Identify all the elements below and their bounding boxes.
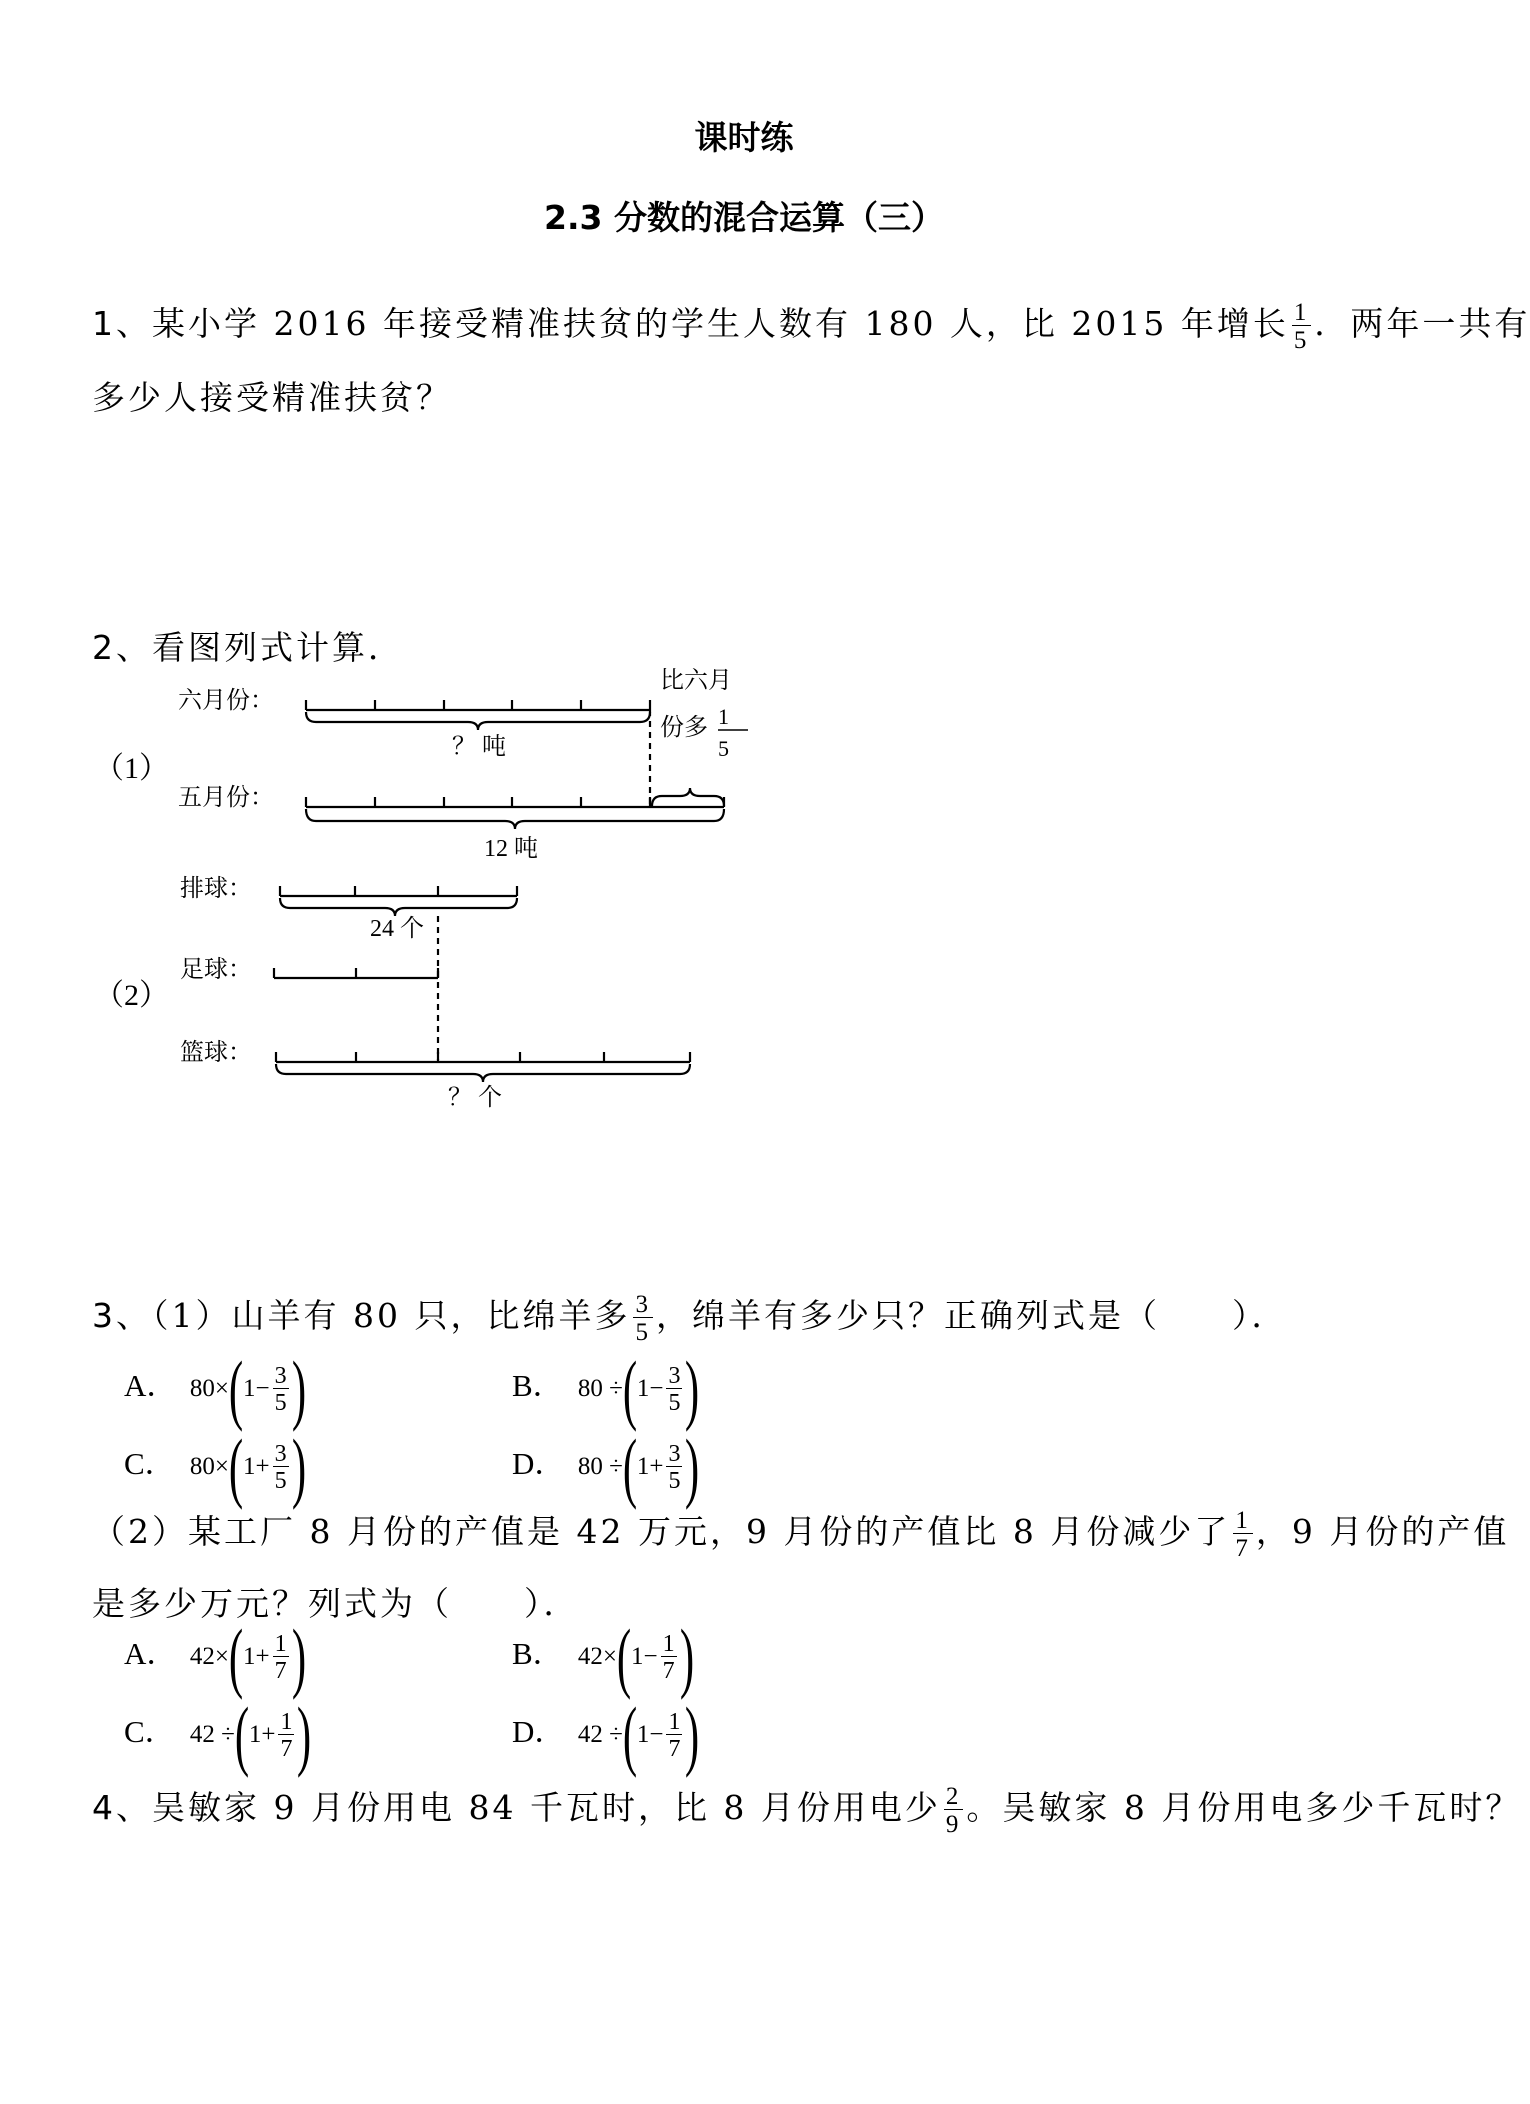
q2-diagram: [0, 660, 800, 1130]
q3-p1-option-d[interactable]: [512, 1423, 700, 1510]
q1-number: 1: [92, 304, 116, 343]
q3-p1-frac-num: 3: [635, 1290, 651, 1318]
q4-frac-num: 2: [945, 1782, 962, 1810]
may-label: 五月份：: [178, 785, 274, 811]
expr-frac-num: 3: [668, 1440, 681, 1467]
june-note-a: 比六月: [660, 668, 732, 694]
expr-frac-num: 3: [274, 1362, 287, 1389]
q4-fraction: [944, 1784, 964, 1837]
q2-text: 、看图列式计算．: [116, 628, 404, 667]
expr-frac-den: 7: [668, 1735, 681, 1762]
q3-number: 3: [92, 1296, 116, 1335]
q3-p1-option-b[interactable]: [512, 1345, 700, 1432]
expr-frac-den: 7: [662, 1657, 675, 1684]
q3-p2-option-d[interactable]: [512, 1691, 700, 1778]
q1-text-b: ．两年一共有: [1314, 304, 1530, 343]
option-label: B．: [512, 1636, 564, 1671]
expr-frac-num: 3: [668, 1362, 681, 1389]
q1-text-a: 、某小学 2016 年接受精准扶贫的学生人数有 180 人，比 2015 年增长: [116, 304, 1289, 343]
expr-frac-num: 1: [274, 1630, 287, 1657]
expr-lead: 42 ÷: [189, 1721, 235, 1748]
expr-frac-den: 7: [274, 1657, 287, 1684]
lesson-subtitle: 2.3 分数的混合运算（三）: [544, 198, 944, 237]
option-expression: 42× ( 1+ $\frac{1}{7}$ ): [189, 1613, 306, 1700]
soccer-label: 足球：: [180, 957, 252, 983]
q4-line: [92, 1782, 1521, 1837]
expr-frac: [661, 1632, 677, 1683]
june-brace: [306, 712, 650, 730]
option-label: D．: [512, 1446, 566, 1481]
expr-frac: [273, 1442, 289, 1493]
q3-p1-text-b: ，绵羊有多少只？正确列式是（ ）．: [655, 1296, 1288, 1335]
q4-frac-den: 9: [945, 1810, 962, 1838]
worksheet-title: 课时练: [694, 118, 794, 157]
expr-lead: 80 ÷: [577, 1375, 623, 1402]
expr-inner: 1−: [636, 1375, 664, 1402]
option-label: C．: [124, 1446, 176, 1481]
june-ticks: [306, 700, 650, 710]
expr-lead: 42×: [189, 1643, 229, 1670]
option-expression: 80× ( 1− $\frac{3}{5}$ ): [189, 1345, 306, 1432]
q3-p2-text-c: 是多少万元？列式为（ ）．: [92, 1584, 580, 1623]
expr-frac: [666, 1442, 682, 1493]
expr-inner: 1+: [636, 1453, 664, 1480]
q3-p2-text-a: （2）某工厂 8 月份的产值是 42 万元，9 月份的产值比 8 月份减少了: [92, 1512, 1231, 1551]
option-label: D．: [512, 1714, 566, 1749]
option-expression: 80× ( 1+ $\frac{3}{5}$ ): [189, 1423, 306, 1510]
expr-frac-den: 5: [274, 1467, 287, 1494]
extra-fifth-brace: [652, 788, 724, 806]
basketball-brace: [276, 1064, 690, 1082]
expr-frac: [278, 1710, 294, 1761]
q3-p2-text-b: ，9 月份的产值: [1255, 1512, 1510, 1551]
expr-frac-num: 3: [274, 1440, 287, 1467]
option-label: C．: [124, 1714, 176, 1749]
q1-line1: [92, 298, 1530, 353]
expr-lead: 80×: [189, 1375, 229, 1402]
expr-frac: [273, 1632, 289, 1683]
q3-p2-frac-den: 7: [1235, 1534, 1251, 1562]
june-label: 六月份：: [178, 688, 274, 714]
q2-part1-label: （1）: [94, 752, 169, 785]
q3-p1-line: [92, 1290, 1287, 1345]
q3-p2-fraction: [1233, 1508, 1253, 1561]
june-note-frac-num: 1: [718, 704, 729, 729]
basketball-ticks: [276, 1052, 690, 1062]
q2-part2-label: （2）: [94, 979, 169, 1012]
q3-p1-frac-den: 5: [635, 1318, 651, 1346]
expr-frac-den: 7: [280, 1735, 293, 1762]
expr-frac-num: 1: [662, 1630, 675, 1657]
q2-number: 2: [92, 628, 116, 667]
expr-inner: 1−: [630, 1643, 658, 1670]
option-expression: 80 ÷ ( 1− $\frac{3}{5}$ ): [577, 1345, 700, 1432]
q3-p2-frac-num: 1: [1235, 1506, 1251, 1534]
expr-frac: [666, 1364, 682, 1415]
volleyball-ticks: [280, 886, 517, 896]
q1-frac-num: 1: [1293, 298, 1310, 326]
expr-frac: [273, 1364, 289, 1415]
q3-p2-option-a[interactable]: [124, 1613, 306, 1700]
soccer-ticks: [274, 968, 438, 978]
may-known: 12 吨: [484, 836, 538, 862]
q3-p1-option-c[interactable]: [124, 1423, 306, 1510]
q4-text-b: 。吴敏家 8 月份用电多少千瓦时？: [966, 1788, 1522, 1827]
option-label: A．: [124, 1636, 178, 1671]
expr-lead: 80×: [189, 1453, 229, 1480]
volleyball-label: 排球：: [180, 876, 252, 902]
expr-frac-num: 1: [280, 1708, 293, 1735]
option-label: A．: [124, 1368, 178, 1403]
q4-number: 4: [92, 1788, 116, 1827]
expr-frac-den: 5: [668, 1467, 681, 1494]
option-expression: 42× ( 1− $\frac{1}{7}$ ): [577, 1613, 694, 1700]
option-label: B．: [512, 1368, 564, 1403]
volleyball-brace: [280, 898, 517, 916]
june-unknown: ？ 吨: [452, 734, 506, 760]
q1-text-c: 多少人接受精准扶贫？: [92, 378, 452, 417]
may-ticks: [306, 797, 724, 807]
q3-p2-line1: [92, 1506, 1509, 1561]
expr-inner: 1−: [242, 1375, 270, 1402]
q3-p1-fraction: [633, 1292, 653, 1345]
expr-lead: 42 ÷: [577, 1721, 623, 1748]
q3-p2-option-c[interactable]: [124, 1691, 312, 1778]
option-expression: 80 ÷ ( 1+ $\frac{3}{5}$ ): [577, 1423, 700, 1510]
expr-inner: 1+: [242, 1453, 270, 1480]
volleyball-known: 24 个: [370, 916, 424, 942]
q3-p2-option-b[interactable]: [512, 1613, 694, 1700]
expr-lead: 80 ÷: [577, 1453, 623, 1480]
q3-p1-option-a[interactable]: [124, 1345, 306, 1432]
expr-frac-den: 5: [274, 1389, 287, 1416]
expr-inner: 1+: [248, 1721, 276, 1748]
june-note-b: 份多: [660, 715, 708, 741]
basketball-label: 篮球：: [180, 1040, 252, 1066]
q4-text-a: 、吴敏家 9 月份用电 84 千瓦时，比 8 月份用电少: [116, 1788, 941, 1827]
expr-frac-den: 5: [668, 1389, 681, 1416]
basketball-unknown: ？ 个: [448, 1085, 502, 1111]
option-expression: 42 ÷ ( 1− $\frac{1}{7}$ ): [577, 1691, 700, 1778]
option-expression: 42 ÷ ( 1+ $\frac{1}{7}$ ): [189, 1691, 312, 1778]
june-note-frac-den: 5: [718, 736, 729, 761]
expr-inner: 1−: [636, 1721, 664, 1748]
q1-frac-den: 5: [1293, 326, 1310, 354]
expr-lead: 42×: [577, 1643, 617, 1670]
may-brace: [306, 809, 724, 829]
expr-inner: 1+: [242, 1643, 270, 1670]
expr-frac-num: 1: [668, 1708, 681, 1735]
q1-fraction: [1292, 300, 1312, 353]
expr-frac: [666, 1710, 682, 1761]
q3-p1-text-a: 、（1）山羊有 80 只，比绵羊多: [116, 1296, 631, 1335]
